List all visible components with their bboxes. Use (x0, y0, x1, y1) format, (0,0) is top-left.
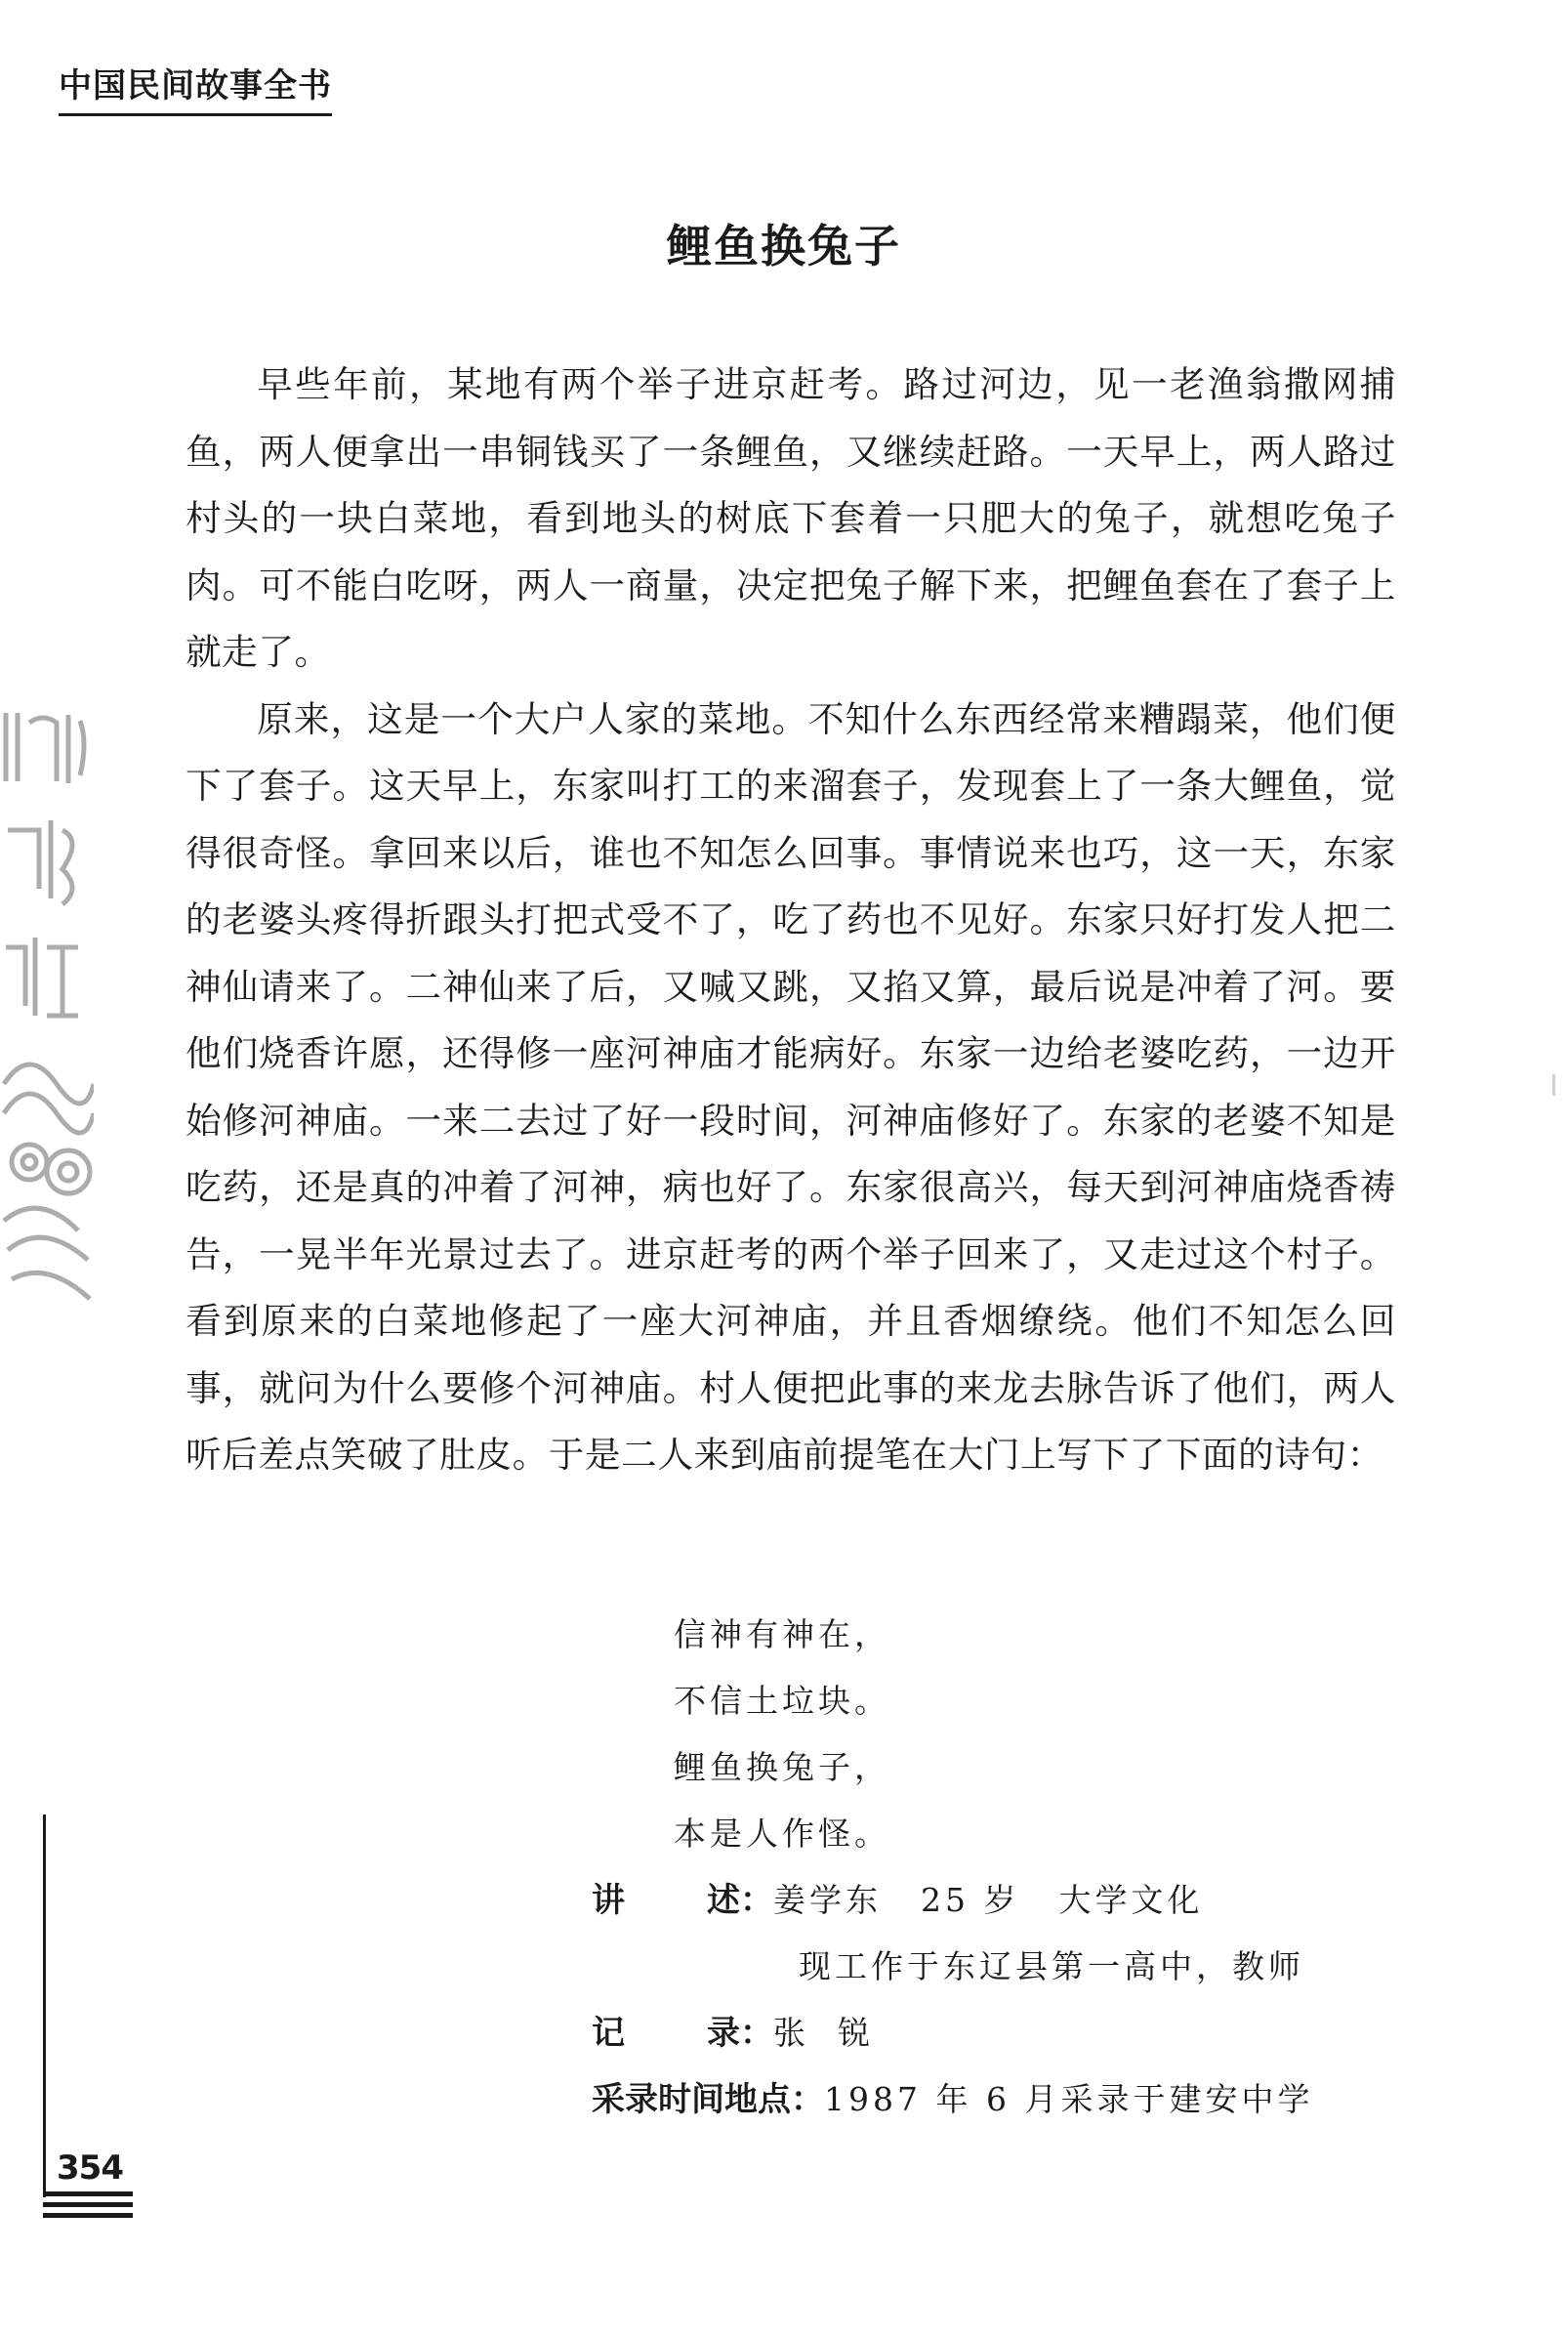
poem-line: 信神有神在， (674, 1615, 890, 1653)
narrator-occupation: 现工作于东辽县第一高中，教师 (799, 1947, 1304, 1985)
folk-pattern-ornament-icon (0, 674, 94, 1318)
paragraph-2: 原来，这是一个大户人家的菜地。不知什么东西经常来糟蹋菜，他们便下了套子。这天早上，东家叫打工的来溜套子，发现套上了一条大鲤鱼，觉得很奇怪。拿回来以后，谁也不知怎么回事。事情说来也巧，这一天，东家的老婆头疼得折跟头打把式受不了，吃了药也不见好。东家只好打发人把二神仙请来了。二神仙来了后，又喊又跳，又掐又算，最后说是冲着了河。要他们烧香许愿，还得修一座河神庙才能病好。东家一边给老婆吃药，一边开始修河神庙。一来二去过了好一段时间，河神庙修好了。东家的老婆不知是吃药，还是真的冲着了河神，病也好了。东家很高兴，每天到河神庙烧香祷告，一晃半年光景过去了。进京赶考的两个举子回来了，又走过这个村子。看到原来的白菜地修起了一座大河神庙，并且香烟缭绕。他们不知怎么回事，就问为什么要修个河神庙。村人便把此事的来龙去脉告诉了他们，两人听后差点笑破了肚皮。于是二人来到庙前提笔在大门上写下了下面的诗句： (186, 697, 1396, 1476)
narrator-age: 25 岁 (921, 1881, 1020, 1919)
page-bar (43, 2202, 133, 2207)
credit-recorder-row (592, 2000, 1392, 2066)
story-title: 鲤鱼换兔子 (667, 220, 901, 272)
credit-occupation-row (592, 1934, 1392, 2000)
page-bar (43, 2191, 133, 2196)
story-body (186, 352, 1396, 1489)
paragraph-1: 早些年前，某地有两个举子进京赶考。路过河边，见一老渔翁撒网捕鱼，两人便拿出一串铜钱买了一条鲤鱼，又继续赶路。一天早上，两人路过村头的一块白菜地，看到地头的树底下套着一只肥大的兔子，就想吃兔子肉。可不能白吃呀，两人一商量，决定把兔子解下来，把鲤鱼套在了套子上就走了。 (186, 363, 1396, 673)
credit-label-char: 录： (707, 2014, 773, 2053)
credit-narrator-value (773, 1867, 1203, 1934)
credit-narrator-row (592, 1867, 1392, 1934)
credit-time-place-value: 1987 年 6 月采录于建安中学 (824, 2080, 1314, 2118)
page-number-bars (43, 2191, 133, 2224)
recorder-name: 张 锐 (773, 2014, 874, 2052)
poem-line: 不信土垃块。 (674, 1682, 890, 1720)
credit-time-place-row (592, 2066, 1392, 2133)
scan-speck (1552, 1074, 1555, 1096)
poem-line: 鲤鱼换兔子， (674, 1748, 890, 1786)
credit-label-char: 记 (592, 2014, 625, 2053)
credits-block (592, 1867, 1392, 2133)
margin-rule (43, 1815, 46, 2197)
narrator-name: 姜学东 (773, 1881, 882, 1919)
running-header-book-title: 中国民间故事全书 (59, 64, 332, 116)
page-bar (43, 2213, 133, 2218)
credit-label-char: 述： (707, 1881, 773, 1920)
credit-label-char: 讲 (592, 1881, 625, 1920)
credit-recorder-label (592, 2000, 773, 2066)
poem (674, 1602, 890, 1867)
credit-narrator-label (592, 1867, 773, 1934)
poem-line: 本是人作怪。 (674, 1815, 890, 1853)
page-number: 354 (57, 2148, 123, 2188)
narrator-education: 大学文化 (1058, 1881, 1204, 1919)
credit-time-place-label: 采录时间地点： (592, 2080, 824, 2119)
